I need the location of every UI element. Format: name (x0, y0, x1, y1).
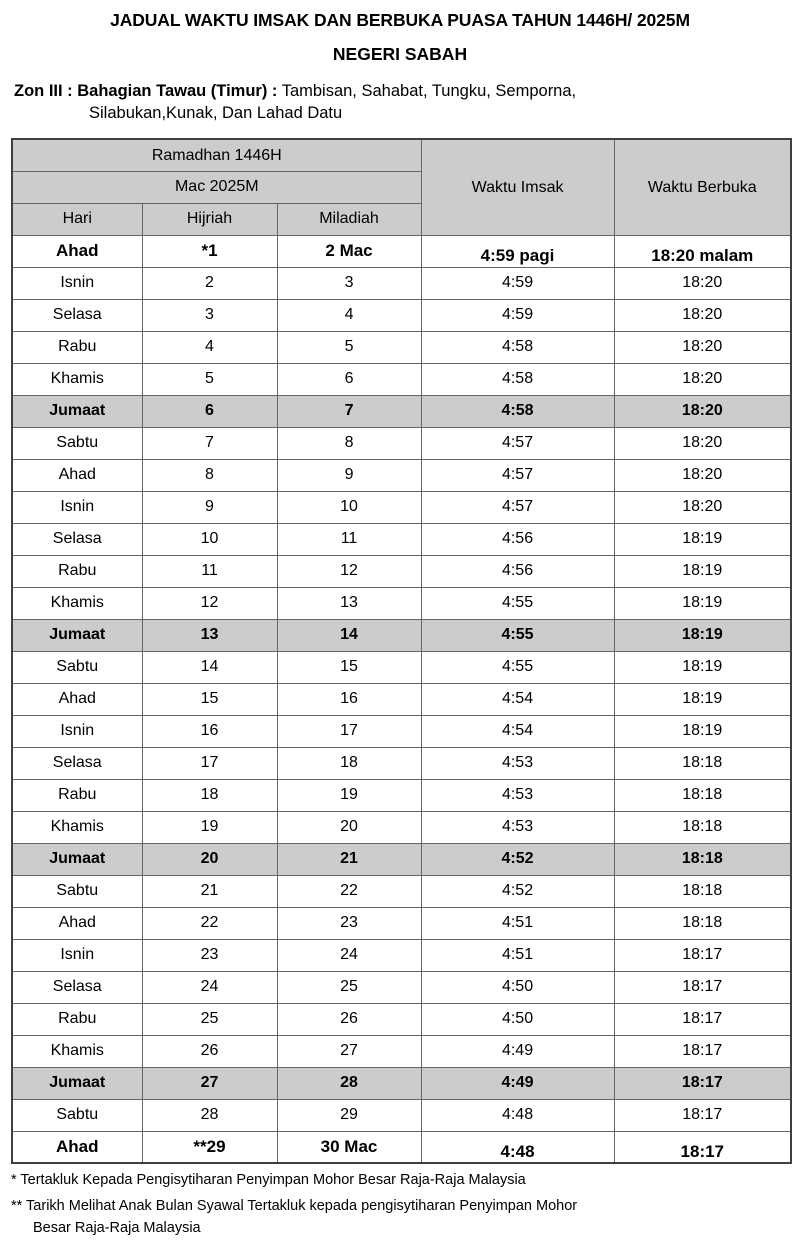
cell-imsak: 4:53 (421, 811, 614, 843)
cell-hijriah: 15 (142, 683, 277, 715)
cell-hari: Jumaat (12, 619, 142, 651)
cell-miladiah: 24 (277, 939, 421, 971)
table-row (12, 939, 791, 971)
table-row (12, 363, 791, 395)
cell-hari: Khamis (12, 811, 142, 843)
prayer-schedule-table (11, 138, 792, 1164)
table-row (12, 395, 791, 427)
table-row (12, 875, 791, 907)
cell-miladiah: 6 (277, 363, 421, 395)
cell-berbuka: 18:19 (614, 651, 791, 683)
cell-hijriah: 12 (142, 587, 277, 619)
cell-berbuka: 18:17 (614, 971, 791, 1003)
cell-imsak: 4:49 (421, 1035, 614, 1067)
table-row (12, 1003, 791, 1035)
cell-berbuka: 18:20 (614, 267, 791, 299)
cell-berbuka: 18:17 (614, 1003, 791, 1035)
cell-hari: Selasa (12, 971, 142, 1003)
cell-imsak: 4:52 (421, 875, 614, 907)
page-title: JADUAL WAKTU IMSAK DAN BERBUKA PUASA TAHUN 1446H/ 2025M (110, 10, 690, 30)
cell-hijriah: 22 (142, 907, 277, 939)
cell-hijriah: 5 (142, 363, 277, 395)
cell-hari: Isnin (12, 715, 142, 747)
cell-berbuka: 18:18 (614, 843, 791, 875)
cell-imsak: 4:54 (421, 715, 614, 747)
cell-berbuka: 18:20 malam (614, 235, 791, 267)
cell-berbuka: 18:19 (614, 555, 791, 587)
cell-berbuka: 18:20 (614, 331, 791, 363)
cell-hijriah: 18 (142, 779, 277, 811)
table-row (12, 651, 791, 683)
cell-berbuka: 18:19 (614, 715, 791, 747)
table-row (12, 715, 791, 747)
cell-imsak: 4:53 (421, 779, 614, 811)
cell-hijriah: 13 (142, 619, 277, 651)
cell-hari: Rabu (12, 555, 142, 587)
cell-hijriah: **29 (142, 1131, 277, 1163)
cell-berbuka: 18:17 (614, 1099, 791, 1131)
footnote-double-star (11, 1195, 790, 1243)
cell-berbuka: 18:17 (614, 1131, 791, 1163)
cell-miladiah: 22 (277, 875, 421, 907)
cell-imsak: 4:58 (421, 395, 614, 427)
cell-miladiah: 14 (277, 619, 421, 651)
cell-miladiah: 23 (277, 907, 421, 939)
table-row (12, 811, 791, 843)
table-row (12, 523, 791, 555)
cell-berbuka: 18:17 (614, 1067, 791, 1099)
table-row (12, 1099, 791, 1131)
cell-imsak: 4:57 (421, 427, 614, 459)
cell-miladiah: 25 (277, 971, 421, 1003)
zone-places-line1: Tambisan, Sahabat, Tungku, Semporna, (277, 81, 577, 100)
table-row (12, 587, 791, 619)
table-row (12, 747, 791, 779)
cell-hijriah: 10 (142, 523, 277, 555)
cell-miladiah: 28 (277, 1067, 421, 1099)
table-row (12, 427, 791, 459)
cell-berbuka: 18:18 (614, 811, 791, 843)
table-row (12, 683, 791, 715)
cell-hari: Sabtu (12, 875, 142, 907)
footnote-double-star-line2: Besar Raja-Raja Malaysia (33, 1220, 201, 1237)
cell-hijriah: *1 (142, 235, 277, 267)
table-head (12, 139, 791, 235)
cell-miladiah: 7 (277, 395, 421, 427)
cell-hari: Rabu (12, 331, 142, 363)
table-row (12, 1131, 791, 1163)
cell-berbuka: 18:20 (614, 395, 791, 427)
cell-hari: Rabu (12, 779, 142, 811)
cell-hari: Selasa (12, 523, 142, 555)
cell-hari: Sabtu (12, 1099, 142, 1131)
cell-hijriah: 8 (142, 459, 277, 491)
cell-hari: Jumaat (12, 1067, 142, 1099)
cell-berbuka: 18:18 (614, 875, 791, 907)
cell-berbuka: 18:19 (614, 683, 791, 715)
footnote-double-star-line1: ** Tarikh Melihat Anak Bulan Syawal Tertakluk kepada pengisytiharan Penyimpan Mohor (11, 1197, 578, 1214)
table-row (12, 1067, 791, 1099)
cell-imsak: 4:57 (421, 491, 614, 523)
cell-imsak: 4:58 (421, 363, 614, 395)
cell-berbuka: 18:18 (614, 779, 791, 811)
cell-hari: Ahad (12, 1131, 142, 1163)
cell-hari: Ahad (12, 683, 142, 715)
cell-miladiah: 17 (277, 715, 421, 747)
cell-imsak: 4:59 (421, 299, 614, 331)
table-row (12, 971, 791, 1003)
cell-berbuka: 18:17 (614, 1035, 791, 1067)
schedule-table-container (0, 124, 800, 1164)
cell-imsak: 4:49 (421, 1067, 614, 1099)
cell-hijriah: 23 (142, 939, 277, 971)
cell-miladiah: 20 (277, 811, 421, 843)
cell-hari: Selasa (12, 299, 142, 331)
header-ramadhan-year: Ramadhan 1446H (12, 139, 421, 171)
cell-miladiah: 8 (277, 427, 421, 459)
cell-imsak: 4:48 (421, 1099, 614, 1131)
cell-berbuka: 18:18 (614, 747, 791, 779)
cell-imsak: 4:52 (421, 843, 614, 875)
cell-hijriah: 28 (142, 1099, 277, 1131)
cell-miladiah: 3 (277, 267, 421, 299)
cell-hijriah: 7 (142, 427, 277, 459)
cell-berbuka: 18:19 (614, 523, 791, 555)
cell-hijriah: 19 (142, 811, 277, 843)
cell-hari: Ahad (12, 459, 142, 491)
cell-imsak: 4:51 (421, 939, 614, 971)
zone-description (0, 66, 800, 125)
cell-miladiah: 2 Mac (277, 235, 421, 267)
cell-hari: Isnin (12, 491, 142, 523)
cell-hijriah: 24 (142, 971, 277, 1003)
cell-miladiah: 4 (277, 299, 421, 331)
cell-hari: Selasa (12, 747, 142, 779)
cell-hari: Jumaat (12, 843, 142, 875)
cell-hari: Sabtu (12, 427, 142, 459)
cell-hari: Khamis (12, 363, 142, 395)
cell-imsak: 4:56 (421, 523, 614, 555)
cell-hijriah: 6 (142, 395, 277, 427)
cell-hari: Sabtu (12, 651, 142, 683)
cell-imsak: 4:59 pagi (421, 235, 614, 267)
cell-miladiah: 11 (277, 523, 421, 555)
header-miladiah: Miladiah (277, 203, 421, 235)
cell-hijriah: 25 (142, 1003, 277, 1035)
cell-hijriah: 27 (142, 1067, 277, 1099)
table-row (12, 619, 791, 651)
cell-miladiah: 16 (277, 683, 421, 715)
header-hijriah: Hijriah (142, 203, 277, 235)
cell-hijriah: 17 (142, 747, 277, 779)
cell-hari: Khamis (12, 1035, 142, 1067)
cell-berbuka: 18:19 (614, 587, 791, 619)
header-waktu-imsak: Waktu Imsak (421, 139, 614, 235)
cell-hijriah: 14 (142, 651, 277, 683)
cell-hari: Jumaat (12, 395, 142, 427)
cell-hari: Ahad (12, 907, 142, 939)
cell-miladiah: 12 (277, 555, 421, 587)
cell-berbuka: 18:20 (614, 299, 791, 331)
cell-imsak: 4:54 (421, 683, 614, 715)
cell-berbuka: 18:20 (614, 363, 791, 395)
cell-berbuka: 18:19 (614, 619, 791, 651)
cell-miladiah: 29 (277, 1099, 421, 1131)
header-hari: Hari (12, 203, 142, 235)
cell-imsak: 4:55 (421, 651, 614, 683)
footnotes (0, 1164, 800, 1242)
cell-hijriah: 16 (142, 715, 277, 747)
cell-imsak: 4:58 (421, 331, 614, 363)
cell-hijriah: 26 (142, 1035, 277, 1067)
cell-miladiah: 30 Mac (277, 1131, 421, 1163)
cell-berbuka: 18:20 (614, 459, 791, 491)
header-waktu-berbuka: Waktu Berbuka (614, 139, 791, 235)
cell-imsak: 4:53 (421, 747, 614, 779)
cell-hijriah: 9 (142, 491, 277, 523)
cell-hari: Ahad (12, 235, 142, 267)
cell-hari: Rabu (12, 1003, 142, 1035)
table-row (12, 331, 791, 363)
table-row (12, 843, 791, 875)
cell-hijriah: 3 (142, 299, 277, 331)
cell-hijriah: 11 (142, 555, 277, 587)
cell-miladiah: 5 (277, 331, 421, 363)
cell-imsak: 4:51 (421, 907, 614, 939)
header-mac-year: Mac 2025M (12, 171, 421, 203)
cell-berbuka: 18:20 (614, 491, 791, 523)
footnote-single-star: * Tertakluk Kepada Pengisytiharan Penyimpan Mohor Besar Raja-Raja Malaysia (11, 1172, 526, 1189)
cell-miladiah: 18 (277, 747, 421, 779)
cell-imsak: 4:50 (421, 971, 614, 1003)
zone-places-line2: Silabukan,Kunak, Dan Lahad Datu (89, 104, 343, 123)
cell-miladiah: 19 (277, 779, 421, 811)
table-row (12, 779, 791, 811)
cell-miladiah: 15 (277, 651, 421, 683)
cell-miladiah: 27 (277, 1035, 421, 1067)
table-row (12, 1035, 791, 1067)
table-row (12, 907, 791, 939)
cell-miladiah: 21 (277, 843, 421, 875)
state-subtitle: NEGERI SABAH (332, 43, 468, 64)
cell-hari: Isnin (12, 939, 142, 971)
cell-hijriah: 20 (142, 843, 277, 875)
cell-imsak: 4:55 (421, 587, 614, 619)
zone-label: Zon III : Bahagian Tawau (Timur) : (14, 81, 278, 100)
table-row (12, 491, 791, 523)
cell-imsak: 4:57 (421, 459, 614, 491)
table-row (12, 267, 791, 299)
table-body (12, 235, 791, 1163)
table-row (12, 235, 791, 267)
table-row (12, 555, 791, 587)
cell-imsak: 4:59 (421, 267, 614, 299)
cell-imsak: 4:56 (421, 555, 614, 587)
cell-miladiah: 26 (277, 1003, 421, 1035)
cell-berbuka: 18:20 (614, 427, 791, 459)
cell-berbuka: 18:18 (614, 907, 791, 939)
cell-miladiah: 13 (277, 587, 421, 619)
table-row (12, 299, 791, 331)
cell-hari: Isnin (12, 267, 142, 299)
table-row (12, 459, 791, 491)
cell-hijriah: 4 (142, 331, 277, 363)
header-row-hijri-month (12, 139, 791, 171)
cell-imsak: 4:48 (421, 1131, 614, 1163)
cell-hari: Khamis (12, 587, 142, 619)
cell-imsak: 4:55 (421, 619, 614, 651)
cell-miladiah: 10 (277, 491, 421, 523)
cell-hijriah: 21 (142, 875, 277, 907)
cell-imsak: 4:50 (421, 1003, 614, 1035)
cell-hijriah: 2 (142, 267, 277, 299)
cell-miladiah: 9 (277, 459, 421, 491)
cell-berbuka: 18:17 (614, 939, 791, 971)
